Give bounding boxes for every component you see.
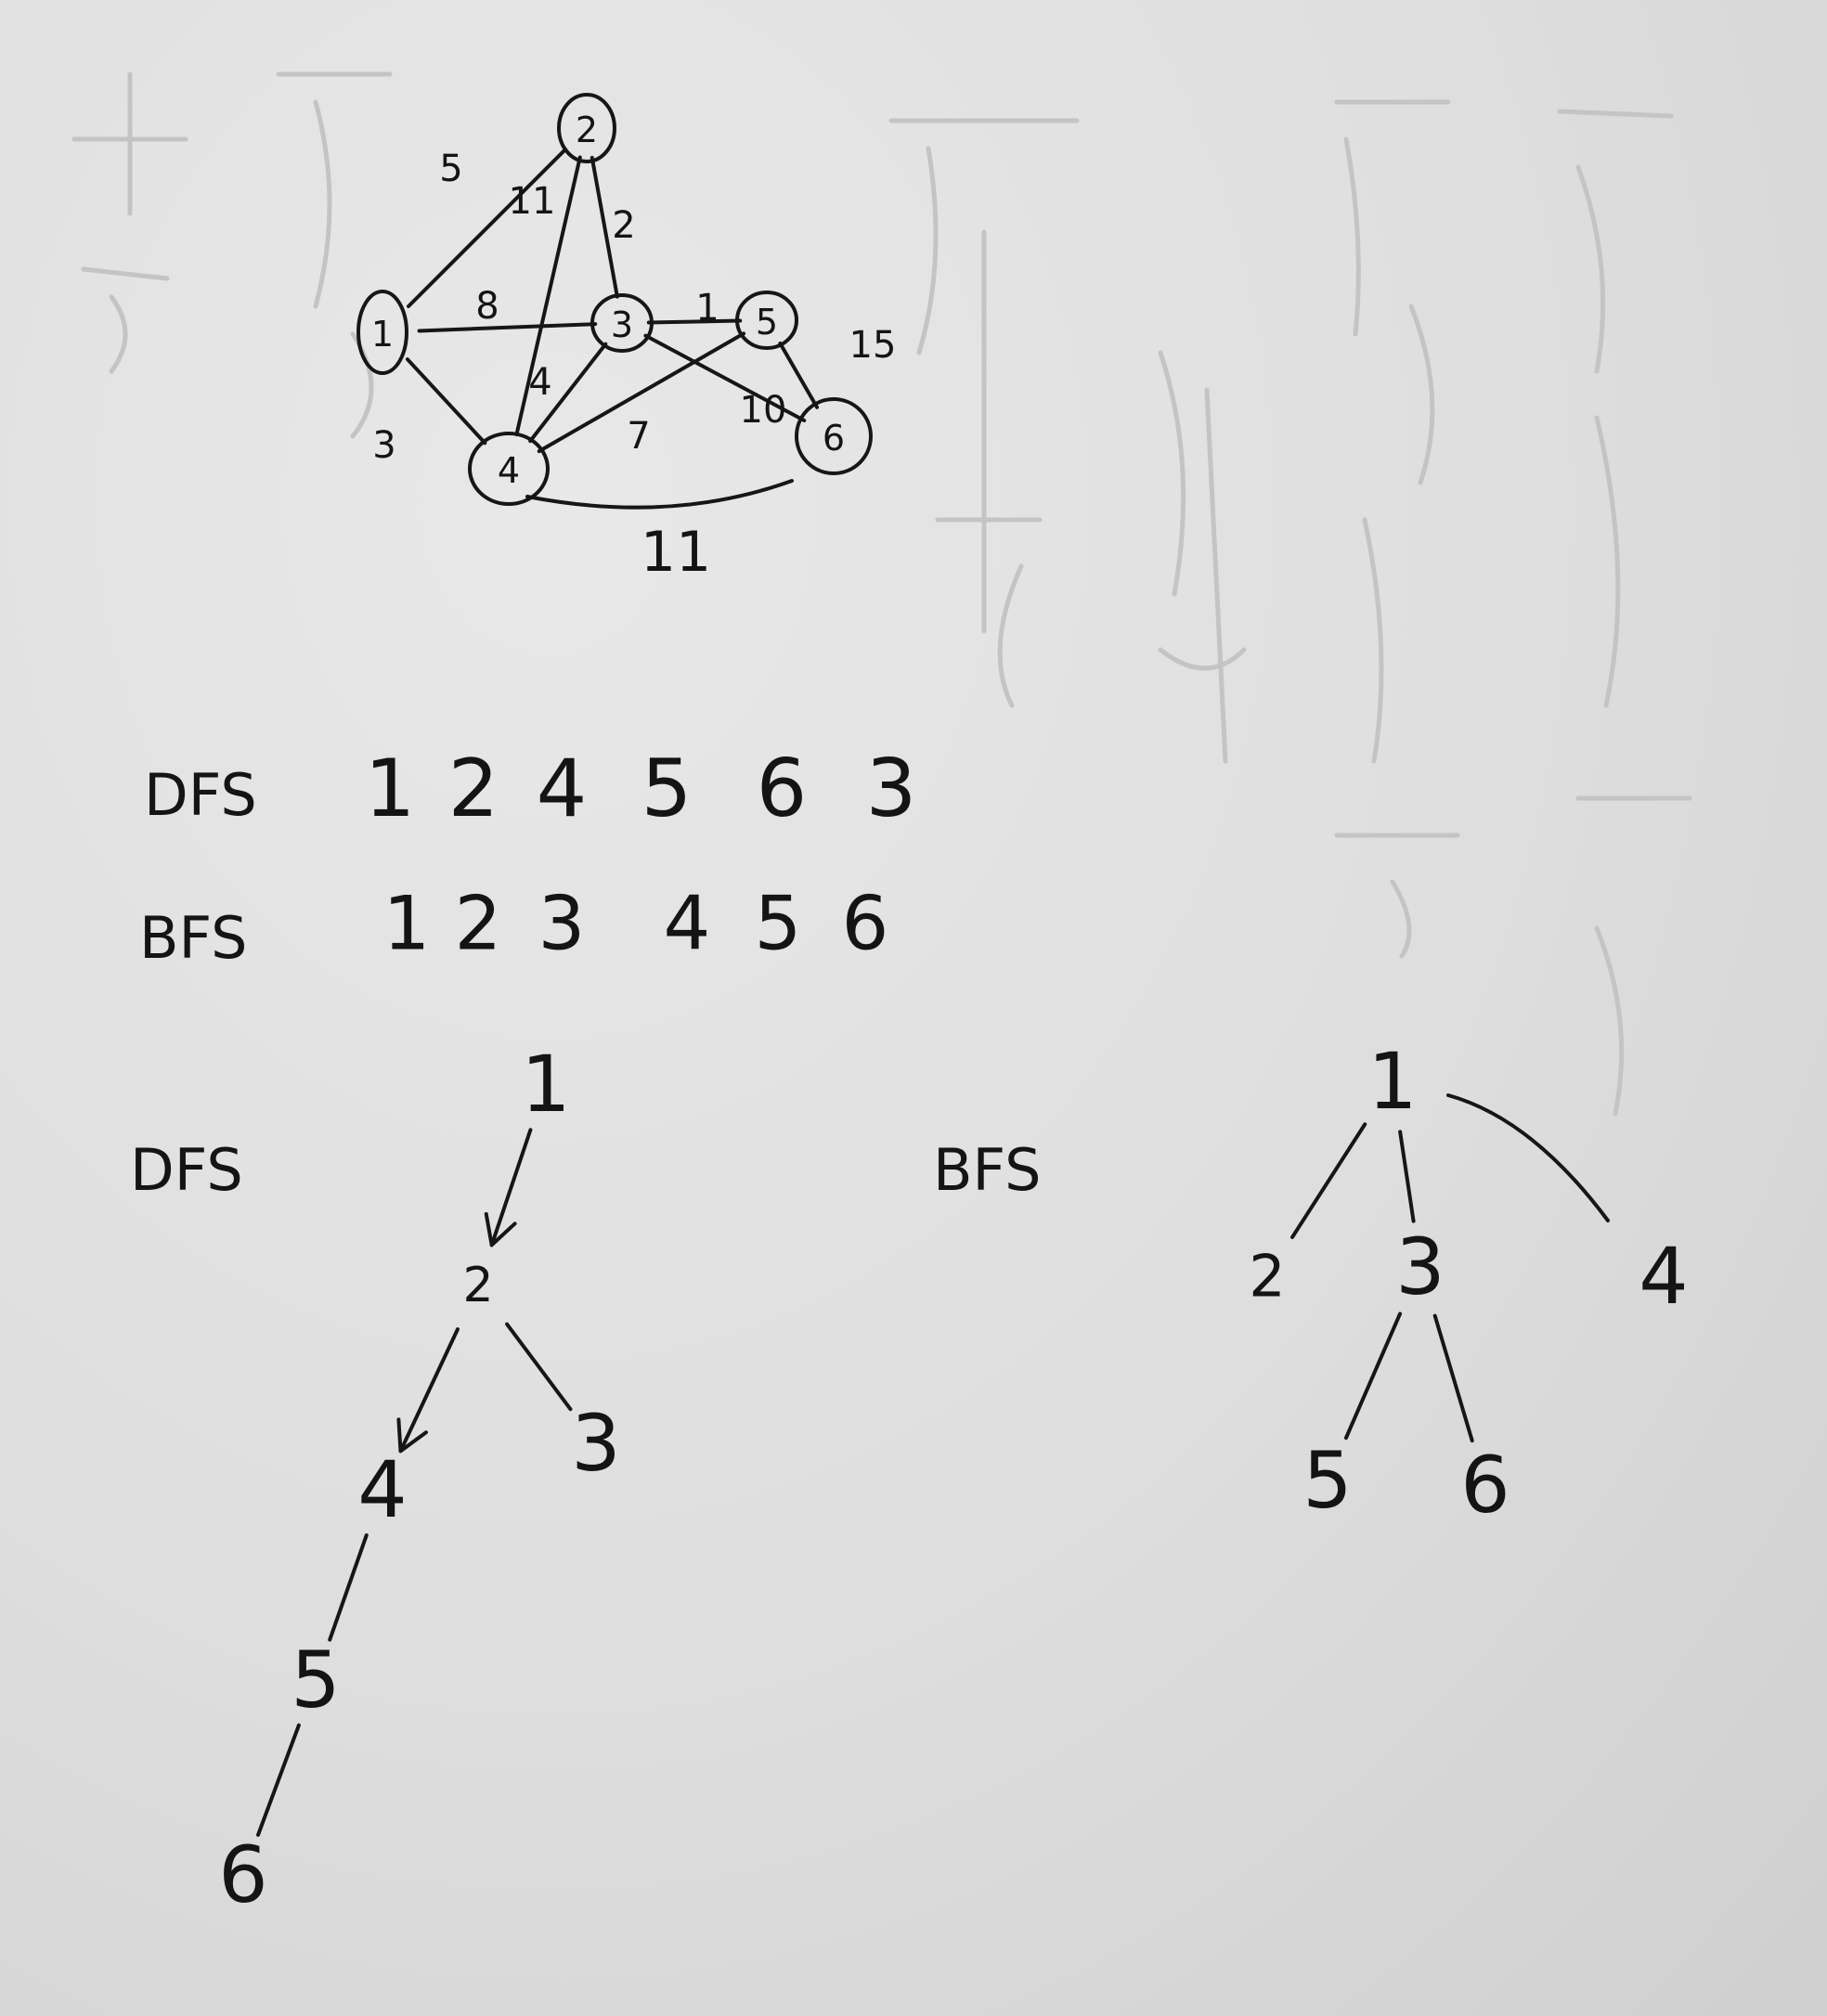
dfs-tree-edge-2-4 — [401, 1329, 458, 1451]
dfs-tree-node-6: 6 — [218, 1829, 268, 1920]
bfs-order-sequence — [383, 881, 889, 967]
bfs-tree-edge-1-3 — [1400, 1131, 1413, 1221]
graph-edge-weight: 3 — [372, 424, 396, 467]
graph-edge-1-2 — [408, 149, 565, 306]
order-item: 1 — [382, 880, 431, 967]
order-item: 3 — [538, 880, 586, 967]
order-item: 2 — [454, 880, 502, 967]
dfs-order-sequence — [365, 743, 917, 835]
graph-edge-weight: 8 — [475, 285, 499, 328]
graph-edge-weight: 4 — [528, 361, 552, 404]
dfs-tree-node-5: 5 — [291, 1635, 341, 1725]
order-item: 4 — [663, 880, 711, 967]
weighted-graph — [358, 95, 896, 585]
dfs-tree-node-1: 1 — [521, 1039, 571, 1130]
graph-node-label: 4 — [497, 450, 521, 491]
bfs-order-label: BFS — [139, 904, 248, 972]
bfs-tree-edge-1-4 — [1448, 1095, 1608, 1221]
graph-node-label: 3 — [610, 304, 634, 345]
graph-edge-3-5 — [649, 321, 740, 323]
bfs-tree-node-1: 1 — [1367, 1036, 1418, 1127]
order-item: 1 — [364, 743, 416, 835]
dfs-tree-node-3: 3 — [571, 1398, 621, 1489]
bfs-tree-node-3: 3 — [1395, 1221, 1445, 1312]
bfs-tree-edge-1-2 — [1292, 1124, 1365, 1237]
graph-edge-weight: 5 — [439, 148, 463, 190]
graph-edge-weight: 11 — [508, 180, 556, 223]
graph-edge-weight: 1 — [695, 287, 719, 330]
dfs-tree-label: DFS — [130, 1136, 243, 1204]
bfs-tree-node-2: 2 — [1249, 1242, 1286, 1311]
dfs-tree-edge-2-3 — [507, 1325, 570, 1409]
graph-edge-weight: 11 — [640, 520, 712, 585]
dfs-tree-edge-4-5 — [330, 1535, 367, 1640]
bfs-tree-edge-3-5 — [1346, 1313, 1400, 1438]
bfs-tree-node-4: 4 — [1639, 1231, 1689, 1322]
bfs-tree-label: BFS — [933, 1136, 1042, 1204]
dfs-tree — [130, 1039, 621, 1920]
order-item: 4 — [536, 743, 588, 835]
graph-edge-weight: 7 — [627, 415, 651, 458]
graph-edge-weight: 15 — [849, 324, 897, 367]
graph-node-label: 6 — [822, 418, 846, 459]
order-item: 2 — [447, 743, 499, 835]
graph-edge-1-3 — [420, 324, 596, 330]
dfs-tree-node-4: 4 — [357, 1444, 408, 1535]
order-item: 5 — [754, 880, 802, 967]
bfs-tree-node-6: 6 — [1460, 1440, 1510, 1531]
dfs-order-label: DFS — [144, 761, 257, 829]
bfs-tree-node-5: 5 — [1302, 1435, 1353, 1526]
order-item: 6 — [841, 880, 889, 967]
graph-edge-1-4 — [408, 359, 485, 443]
bfs-tree-edge-3-6 — [1435, 1316, 1472, 1441]
graph-node-label: 1 — [370, 314, 395, 355]
traversal-orders — [139, 743, 916, 972]
graph-edge-weight: 2 — [612, 204, 636, 247]
order-item: 6 — [756, 743, 808, 835]
graph-node-label: 5 — [755, 302, 779, 342]
graph-node-label: 2 — [575, 110, 599, 150]
graph-edge-4-6 — [527, 481, 792, 508]
dfs-tree-edge-5-6 — [258, 1725, 299, 1835]
bfs-tree — [933, 1036, 1689, 1531]
order-item: 3 — [865, 743, 917, 835]
order-item: 5 — [641, 743, 693, 835]
dfs-tree-node-2: 2 — [462, 1258, 494, 1313]
graph-edge-weight: 10 — [739, 389, 787, 432]
